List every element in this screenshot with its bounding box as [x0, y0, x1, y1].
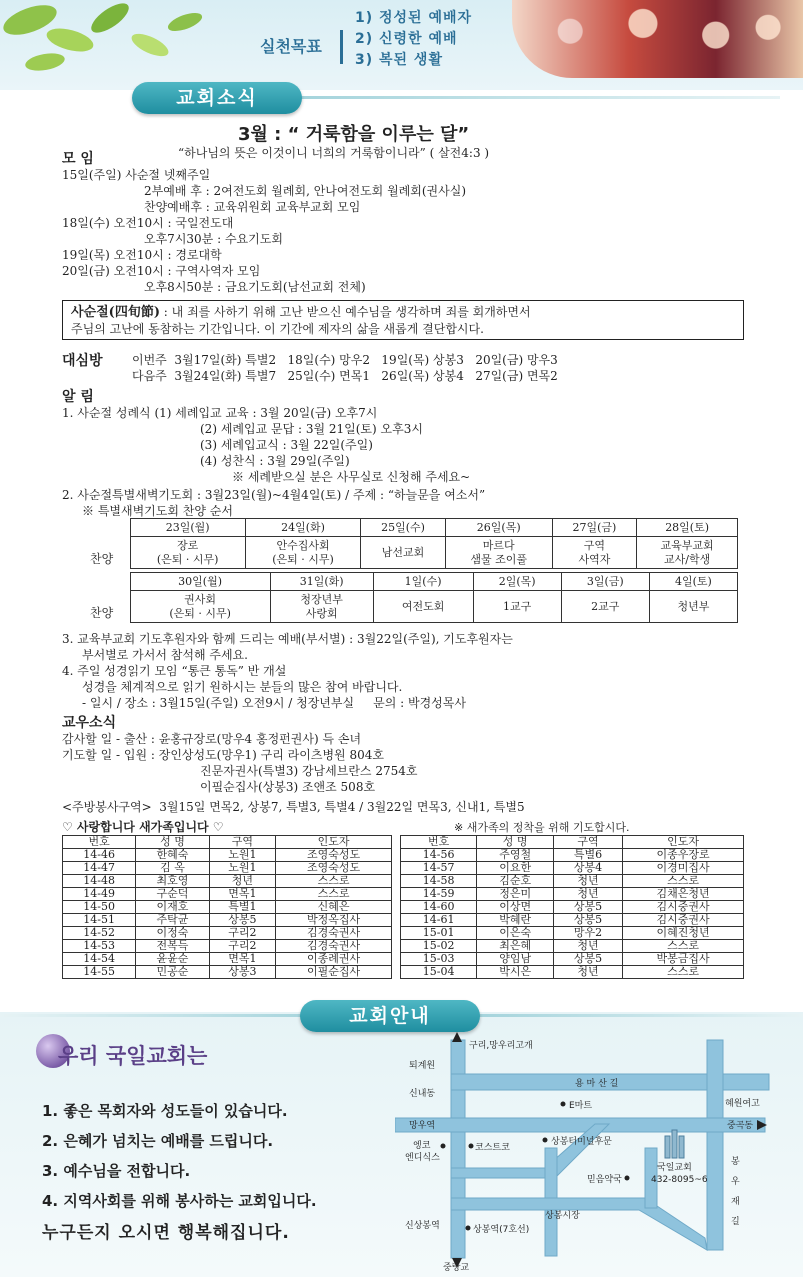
family-cell: 청년 — [209, 875, 275, 888]
family-cell: 김채은청년 — [623, 888, 744, 901]
meeting-line: 오후7시30분 : 수요기도회 — [144, 232, 283, 246]
family-header-cell: 구역 — [553, 836, 622, 849]
family-cell: 상봉5 — [553, 914, 622, 927]
map-label: 길 — [731, 1217, 740, 1227]
family-cell: 14-53 — [63, 940, 136, 953]
praise-schedule-week2 — [82, 572, 738, 623]
family-cell: 14-57 — [401, 862, 477, 875]
meeting-line: 18일(수) 오전10시 : 국일전도대 — [62, 216, 234, 230]
family-cell: 정은미 — [477, 888, 554, 901]
church-point: 2. 은혜가 넘치는 예배를 드립니다. — [42, 1132, 274, 1150]
table-row — [401, 875, 744, 888]
family-cell: 최은혜 — [477, 940, 554, 953]
news-banner: 교회소식 — [132, 82, 302, 114]
family-header-row — [401, 836, 744, 849]
meeting-heading: 모 임 — [62, 151, 94, 167]
table-row — [63, 953, 392, 966]
family-cell: 김시중권사 — [623, 901, 744, 914]
table-row — [401, 940, 744, 953]
table-row — [63, 940, 392, 953]
family-header-cell: 성 명 — [136, 836, 210, 849]
family-cell: 스스로 — [276, 875, 392, 888]
family-cell: 14-59 — [401, 888, 477, 901]
day-cell: 2일(목) — [473, 573, 561, 591]
meeting-line: 19일(목) 오전10시 : 경로대학 — [62, 248, 222, 262]
member-line: 이필순집사(상봉3) 조앤조 508호 — [200, 780, 376, 794]
notice-line: (2) 세례입교 문답 : 3월 21일(토) 오후3시 — [200, 422, 423, 436]
map-label: 432-8095~6 — [651, 1175, 708, 1185]
lent-box — [62, 300, 744, 340]
map-label: 중랑교 — [443, 1263, 470, 1273]
table-row — [63, 875, 392, 888]
family-cell: 15-04 — [401, 966, 477, 979]
day-cell: 31일(화) — [270, 573, 373, 591]
family-header-cell: 인도자 — [623, 836, 744, 849]
kitchen-service: <주방봉사구역> 3월15일 면목2, 상봉7, 특별3, 특별4 / 3월22일 면목3, 신내1, 특별5 — [62, 800, 525, 814]
goal-item: 2) 신령한 예배 — [355, 31, 458, 47]
family-cell: 주영철 — [477, 849, 554, 862]
family-cell: 14-48 — [63, 875, 136, 888]
map-label: 믿음약국 — [587, 1175, 622, 1185]
map-label: 엔디식스 — [405, 1153, 440, 1163]
family-cell: 면목1 — [209, 888, 275, 901]
map-label: 상봉시장 — [545, 1211, 580, 1221]
family-cell: 이정숙 — [136, 927, 210, 940]
map-label: 상봉터미널후문 — [551, 1137, 612, 1147]
notice-line: 부서별로 가서서 참석해 주세요. — [82, 648, 248, 662]
info-banner: 교회안내 — [300, 1000, 480, 1032]
notice-line: 2. 사순절특별새벽기도회 : 3월23일(월)~4월4일(토) / 주제 : “하늘문을 여소서” — [62, 488, 486, 502]
table-row — [63, 914, 392, 927]
map-label: 우 — [731, 1177, 740, 1187]
family-cell: 구리2 — [209, 940, 275, 953]
member-line: 기도할 일 - 입원 : 장인상성도(망우1) 구리 라이츠병원 804호 — [62, 748, 384, 762]
family-cell: 이종우장로 — [623, 849, 744, 862]
family-cell: 스스로 — [276, 888, 392, 901]
family-cell: 조영숙성도 — [276, 849, 392, 862]
bullet-icon — [625, 1176, 630, 1181]
meeting-line: 20일(금) 오전10시 : 구역사역자 모임 — [62, 264, 261, 278]
goal-divider — [340, 30, 343, 64]
notice-heading: 알 림 — [62, 389, 94, 405]
family-cell: 14-46 — [63, 849, 136, 862]
bullet-icon — [441, 1144, 446, 1149]
family-cell: 구순덕 — [136, 888, 210, 901]
family-header-cell: 구역 — [209, 836, 275, 849]
lent-term: 사순절(四旬節) — [71, 305, 160, 320]
church-points — [42, 1096, 317, 1216]
church-title: 우리 국일교회는 — [58, 1044, 208, 1068]
group-cell: 마르다 샘물 조이풀 — [445, 537, 552, 569]
family-cell: 청년 — [553, 940, 622, 953]
lent-text: 주님의 고난에 동참하는 기간입니다. 이 기간에 제자의 삶을 새롭게 결단합시다. — [71, 322, 484, 336]
day-cell: 25일(수) — [361, 519, 446, 537]
visit-line: 다음주 3월24일(화) 특별7 25일(수) 면목1 26일(목) 상봉4 27일(금) 면목2 — [132, 369, 558, 383]
church-point: 1. 좋은 목회자와 성도들이 있습니다. — [42, 1102, 288, 1120]
month-title: 3월 : “ 거룩함을 이루는 달” — [238, 124, 470, 145]
table-row — [63, 849, 392, 862]
group-cell: 안수집사회 (은퇴 · 시무) — [245, 537, 360, 569]
family-cell: 노원1 — [209, 849, 275, 862]
bullet-icon — [543, 1138, 548, 1143]
map-label: 엥코 — [413, 1141, 431, 1151]
map-label: 혜원여고 — [725, 1099, 760, 1109]
day-cell: 26일(목) — [445, 519, 552, 537]
family-cell: 김경숙권사 — [276, 940, 392, 953]
meeting-line: 찬양예배후 : 교육위원회 교육부교회 모임 — [144, 200, 361, 214]
family-cell: 14-49 — [63, 888, 136, 901]
family-cell: 14-50 — [63, 901, 136, 914]
church-building-icon — [665, 1130, 684, 1158]
group-cell: 장로 (은퇴 · 시무) — [130, 537, 245, 569]
arrow-up-icon — [452, 1032, 462, 1042]
notice-line: (4) 성찬식 : 3월 29일(주일) — [200, 454, 350, 468]
table-row — [401, 849, 744, 862]
notice-line: 성경을 체계적으로 읽기 원하시는 분들의 많은 참여 바랍니다. — [82, 680, 403, 694]
day-cell: 30일(월) — [130, 573, 270, 591]
map-label: 용 마 산 길 — [575, 1079, 619, 1089]
family-cell: 박혜란 — [477, 914, 554, 927]
family-cell: 이경미집사 — [623, 862, 744, 875]
notice-line: (3) 세례입교식 : 3월 22일(주일) — [200, 438, 373, 452]
group-cell: 여전도회 — [373, 591, 473, 623]
map-label: 구리,망우리고개 — [469, 1041, 533, 1051]
bullet-icon — [469, 1144, 474, 1149]
table-row — [401, 953, 744, 966]
group-cell: 2교구 — [561, 591, 649, 623]
day-cell: 1일(수) — [373, 573, 473, 591]
church-point: 4. 지역사회를 위해 봉사하는 교회입니다. — [42, 1192, 317, 1210]
family-cell: 15-01 — [401, 927, 477, 940]
table-row — [401, 901, 744, 914]
family-cell: 민공순 — [136, 966, 210, 979]
family-cell: 청년 — [553, 966, 622, 979]
family-cell: 15-02 — [401, 940, 477, 953]
praise-schedule-week1 — [82, 518, 738, 569]
table-row — [401, 927, 744, 940]
family-cell: 이종례권사 — [276, 953, 392, 966]
family-cell: 상봉5 — [209, 914, 275, 927]
leaves-decoration-icon — [0, 0, 220, 90]
family-cell: 신혜은 — [276, 901, 392, 914]
map-label: 코스트코 — [475, 1143, 510, 1153]
table-row — [63, 927, 392, 940]
map-label: E마트 — [569, 1101, 593, 1111]
day-cell: 4일(토) — [649, 573, 737, 591]
group-cell: 교육부교회 교사/학생 — [637, 537, 738, 569]
map-road — [451, 1198, 707, 1250]
map-label: 상봉역(7호선) — [473, 1225, 530, 1235]
family-cell: 상봉4 — [553, 862, 622, 875]
day-cell: 3일(금) — [561, 573, 649, 591]
family-cell: 박봉금집사 — [623, 953, 744, 966]
notice-line: - 일시 / 장소 : 3월15일(주일) 오전9시 / 청장년부실 문의 : 박경성목사 — [82, 696, 466, 710]
church-point: 3. 예수님을 전합니다. — [42, 1162, 191, 1180]
family-cell: 스스로 — [623, 875, 744, 888]
notice-line: 4. 주일 성경읽기 모임 “통큰 통독” 반 개설 — [62, 664, 287, 678]
table-row — [63, 901, 392, 914]
family-cell: 윤윤순 — [136, 953, 210, 966]
family-table-left — [62, 835, 392, 979]
family-heading: ♡ 사랑합니다 새가족입니다 ♡ — [62, 820, 224, 834]
family-header-cell: 성 명 — [477, 836, 554, 849]
notice-line: ※ 세례받으실 분은 사무실로 신청해 주세요~ — [232, 470, 471, 484]
family-cell: 이요한 — [477, 862, 554, 875]
table-row — [401, 888, 744, 901]
family-cell: 최호영 — [136, 875, 210, 888]
table-row — [401, 862, 744, 875]
family-cell: 조영숙성도 — [276, 862, 392, 875]
day-cell: 27일(금) — [552, 519, 637, 537]
family-cell: 15-03 — [401, 953, 477, 966]
family-cell: 주탁균 — [136, 914, 210, 927]
family-header-cell: 인도자 — [276, 836, 392, 849]
goal-list — [355, 8, 472, 71]
family-header-row — [63, 836, 392, 849]
family-cell: 상봉5 — [553, 953, 622, 966]
goal-item: 3) 복된 생활 — [355, 52, 443, 68]
family-cell: 청년 — [553, 888, 622, 901]
family-cell: 김순호 — [477, 875, 554, 888]
family-cell: 김경숙권사 — [276, 927, 392, 940]
news-divider — [300, 96, 780, 99]
family-cell: 특별1 — [209, 901, 275, 914]
goal-item: 1) 정성된 예배자 — [355, 10, 473, 26]
family-cell: 양임남 — [477, 953, 554, 966]
praise-label: 찬양 — [90, 606, 114, 620]
family-cell: 전복득 — [136, 940, 210, 953]
map-label: 재 — [731, 1197, 740, 1207]
member-line: 감사할 일 - 출산 : 윤홍규장로(망우4 홍정펀권사) 득 손녀 — [62, 732, 362, 746]
family-cell: 14-60 — [401, 901, 477, 914]
family-cell: 14-51 — [63, 914, 136, 927]
family-cell: 박시은 — [477, 966, 554, 979]
family-cell: 청년 — [553, 875, 622, 888]
month-verse: “하나님의 뜻은 이것이니 너희의 거룩함이니라” ( 살전4:3 ) — [178, 146, 490, 160]
map-label: 신상봉역 — [405, 1221, 440, 1231]
map-label: 중곡동 — [727, 1121, 754, 1131]
family-cell: 이상면 — [477, 901, 554, 914]
map-road — [395, 1118, 765, 1132]
meeting-line: 15일(주일) 사순절 넷째주일 — [62, 168, 211, 182]
group-cell: 청년부 — [649, 591, 737, 623]
group-cell: 남선교회 — [361, 537, 446, 569]
notice-line: ※ 특별새벽기도회 찬양 순서 — [82, 504, 233, 518]
group-cell: 구역 사역자 — [552, 537, 637, 569]
family-cell: 노원1 — [209, 862, 275, 875]
table-row — [63, 888, 392, 901]
map-road — [707, 1040, 723, 1250]
family-cell: 14-54 — [63, 953, 136, 966]
praise-label: 찬양 — [90, 552, 114, 566]
family-note: ※ 새가족의 정착을 위해 기도합시다. — [454, 821, 630, 834]
bullet-icon — [466, 1226, 471, 1231]
member-heading: 교우소식 — [62, 715, 117, 731]
day-cell: 23일(월) — [130, 519, 245, 537]
family-cell: 14-47 — [63, 862, 136, 875]
welcome-message: 누구든지 오시면 행복해집니다. — [42, 1223, 290, 1243]
family-cell: 14-58 — [401, 875, 477, 888]
table-row — [401, 966, 744, 979]
member-line: 진문자권사(특별3) 강남세브란스 2754호 — [200, 764, 418, 778]
family-cell: 이필순집사 — [276, 966, 392, 979]
map-label: 퇴계원 — [409, 1061, 436, 1071]
map-label: 망우역 — [409, 1121, 436, 1131]
group-cell: 청장년부 사랑회 — [270, 591, 373, 623]
family-cell: 특별6 — [553, 849, 622, 862]
map-road — [451, 1040, 465, 1258]
visit-heading: 대심방 — [62, 353, 103, 369]
table-row — [63, 862, 392, 875]
family-header-cell: 번호 — [63, 836, 136, 849]
family-cell: 14-52 — [63, 927, 136, 940]
family-cell: 이재호 — [136, 901, 210, 914]
bullet-icon — [561, 1102, 566, 1107]
group-cell: 1교구 — [473, 591, 561, 623]
map-label: 봉 — [731, 1157, 740, 1167]
family-cell: 14-55 — [63, 966, 136, 979]
meeting-line: 오후8시50분 : 금요기도회(남선교회 전체) — [144, 280, 366, 294]
table-row — [63, 966, 392, 979]
church-map — [395, 1028, 795, 1273]
header — [0, 0, 803, 90]
family-table-right — [400, 835, 744, 979]
family-cell: 박정옥집사 — [276, 914, 392, 927]
family-cell: 이혜진청년 — [623, 927, 744, 940]
family-cell: 김시중권사 — [623, 914, 744, 927]
notice-line: 3. 교육부교회 기도후원자와 함께 드리는 예배(부서별) : 3월22일(주일), 기도후원자는 — [62, 632, 513, 646]
family-cell: 상봉3 — [209, 966, 275, 979]
family-cell: 14-56 — [401, 849, 477, 862]
map-label: 신내동 — [409, 1089, 436, 1099]
family-cell: 김 옥 — [136, 862, 210, 875]
group-cell: 권사회 (은퇴 · 시무) — [130, 591, 270, 623]
family-cell: 한혜숙 — [136, 849, 210, 862]
goal-label: 실천목표 — [260, 37, 322, 56]
family-cell: 스스로 — [623, 966, 744, 979]
family-cell: 면목1 — [209, 953, 275, 966]
day-cell: 28일(토) — [637, 519, 738, 537]
family-cell: 이은숙 — [477, 927, 554, 940]
family-header-cell: 번호 — [401, 836, 477, 849]
family-cell: 구리2 — [209, 927, 275, 940]
family-cell: 망우2 — [553, 927, 622, 940]
meeting-line: 2부예배 후 : 2여전도회 월례회, 안나여전도회 월례회(권사실) — [144, 184, 466, 198]
family-cell: 상봉5 — [553, 901, 622, 914]
visit-line: 이번주 3월17일(화) 특별2 18일(수) 망우2 19일(목) 상봉3 20일(금) 망우3 — [132, 353, 558, 367]
lent-text: : 내 죄를 사하기 위해 고난 받으신 예수님을 생각하며 죄를 회개하면서 — [159, 305, 531, 319]
family-cell: 스스로 — [623, 940, 744, 953]
family-cell: 14-61 — [401, 914, 477, 927]
map-label: 국일교회 — [657, 1163, 692, 1173]
day-cell: 24일(화) — [245, 519, 360, 537]
notice-line: 1. 사순절 성례식 (1) 세례입교 교육 : 3월 20일(금) 오후7시 — [62, 406, 378, 420]
table-row — [401, 914, 744, 927]
header-photo — [512, 0, 803, 78]
